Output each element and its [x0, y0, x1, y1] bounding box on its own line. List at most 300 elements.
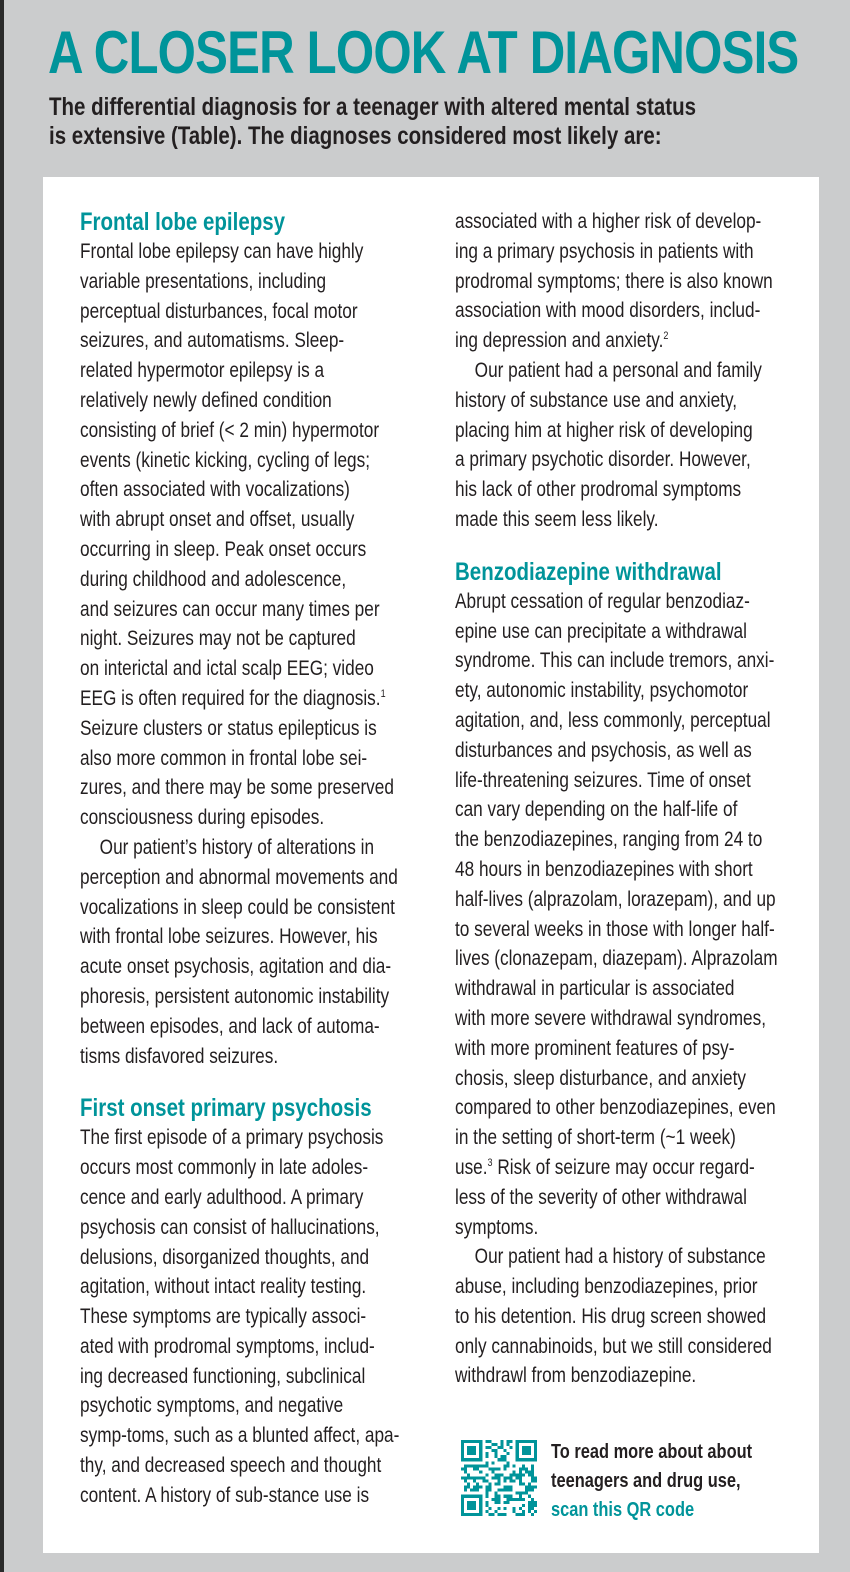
text-line-content: Our patient had a history of substance: [474, 1245, 766, 1269]
text-line-content: consciousness during episodes.: [80, 806, 325, 830]
qr-module: [504, 1501, 507, 1504]
qr-code-icon[interactable]: [461, 1440, 537, 1516]
text-line: [455, 386, 799, 416]
qr-module: [485, 1504, 488, 1507]
qr-module: [497, 1507, 500, 1510]
text-line: [80, 773, 424, 803]
text-line: [80, 893, 424, 923]
text-line-content: prodromal symptoms; there is also known: [455, 269, 773, 293]
text-line: [455, 855, 799, 885]
qr-module: [488, 1489, 491, 1492]
text-line-content: also more common in frontal lobe sei-: [80, 746, 368, 770]
qr-module: [501, 1458, 504, 1461]
text-line: [80, 565, 424, 595]
qr-module: [491, 1498, 494, 1501]
qr-module: [531, 1486, 534, 1489]
text-line: [455, 475, 799, 505]
qr-module: [464, 1470, 467, 1473]
qr-module: [473, 1476, 476, 1479]
qr-module: [491, 1461, 494, 1464]
text-line-content: The first episode of a primary psychosis: [80, 1126, 384, 1150]
qr-module: [510, 1480, 513, 1483]
text-line-content: the benzodiazepines, ranging from 24 to: [455, 828, 763, 852]
qr-module: [510, 1476, 513, 1479]
frontal-lobe-paragraph-1: [80, 237, 424, 833]
text-line-content: agitation, and, less commonly, perceptual: [455, 708, 771, 732]
qr-module: [516, 1513, 519, 1516]
page-title: A CLOSER LOOK AT DIAGNOSIS: [48, 19, 799, 86]
qr-module: [531, 1489, 534, 1492]
qr-module: [519, 1467, 522, 1470]
text-line-content: zures, and there may be some preserved: [80, 776, 394, 800]
text-line-content: ing a primary psychosis in patients with: [455, 239, 754, 263]
qr-module: [476, 1486, 479, 1489]
qr-module: [522, 1446, 531, 1455]
text-line-content: associated with a higher risk of develop-: [455, 210, 762, 233]
text-line-content: lives (clonazepam, diazepam). Alprazolam: [455, 947, 778, 971]
qr-module: [522, 1464, 525, 1467]
text-line-content: occurs most commonly in late adoles-: [80, 1156, 369, 1180]
text-line: [80, 863, 424, 893]
page-left-edge: [0, 0, 4, 1572]
qr-scan-link[interactable]: scan this QR code: [551, 1499, 695, 1521]
qr-module: [485, 1473, 488, 1476]
text-line: [80, 1451, 424, 1481]
qr-module: [519, 1513, 522, 1516]
text-line: [455, 825, 799, 855]
text-line: [80, 1123, 424, 1153]
qr-module: [467, 1501, 476, 1510]
qr-module: [510, 1446, 513, 1449]
qr-callout-line: teenagers and drug use,: [551, 1470, 741, 1492]
qr-module: [507, 1476, 510, 1479]
text-line: [455, 1213, 799, 1243]
text-line: [80, 1213, 424, 1243]
text-line: [80, 1302, 424, 1332]
qr-module: [504, 1467, 507, 1470]
text-line-content: psychotic symptoms, and negative: [80, 1394, 344, 1418]
qr-module: [470, 1464, 473, 1467]
reference-superscript: 2: [663, 330, 669, 343]
qr-module: [522, 1498, 525, 1501]
qr-module: [513, 1510, 516, 1513]
qr-module: [525, 1486, 528, 1489]
text-line: [455, 1272, 799, 1302]
qr-module: [534, 1504, 537, 1507]
qr-module: [488, 1483, 491, 1486]
qr-module: [534, 1510, 537, 1513]
text-line: [80, 684, 424, 714]
text-line: [455, 617, 799, 647]
qr-module: [519, 1495, 522, 1498]
qr-module: [513, 1464, 516, 1467]
benzodiazepine-paragraph-1: [455, 587, 799, 1243]
qr-module: [485, 1446, 488, 1449]
text-line: [80, 1243, 424, 1273]
qr-module: [497, 1483, 500, 1486]
text-line-content: between episodes, and lack of automa-: [80, 1014, 380, 1038]
qr-module: [516, 1492, 519, 1495]
text-line: [455, 1183, 799, 1213]
qr-module: [504, 1513, 507, 1516]
qr-module: [467, 1483, 470, 1486]
qr-module: [519, 1480, 522, 1483]
qr-module: [516, 1473, 519, 1476]
text-line-content: Frontal lobe epilepsy can have highly: [80, 240, 364, 263]
qr-module: [464, 1476, 467, 1479]
qr-module: [476, 1476, 479, 1479]
qr-module: [504, 1455, 507, 1458]
text-line-content: his lack of other prodromal symptoms: [455, 478, 742, 502]
text-line-content: delusions, disorganized thoughts, and: [80, 1245, 370, 1269]
qr-module: [476, 1483, 479, 1486]
text-line-content: association with mood disorders, includ-: [455, 299, 761, 323]
text-line: [455, 1093, 799, 1123]
qr-module: [510, 1486, 513, 1489]
qr-module: [531, 1498, 534, 1501]
text-line-content: to his detention. His drug screen showed: [455, 1304, 767, 1328]
qr-module: [531, 1513, 534, 1516]
text-line-content: ated with prodromal symptoms, includ-: [80, 1334, 375, 1358]
text-line-content: Seizure clusters or status epilepticus is: [80, 716, 377, 740]
qr-module: [497, 1476, 500, 1479]
text-line-content: epine use can precipitate a withdrawal: [455, 619, 747, 643]
text-line-content: abuse, including benzodiazepines, prior: [455, 1275, 758, 1299]
qr-module: [528, 1501, 531, 1504]
text-line-content: Our patient’s history of alterations in: [99, 835, 375, 859]
qr-callout-text: [551, 1438, 752, 1525]
qr-module: [485, 1486, 488, 1489]
qr-module: [534, 1480, 537, 1483]
qr-module: [516, 1498, 519, 1501]
text-line-content: with more prominent features of psy-: [455, 1036, 735, 1060]
text-line: [455, 736, 799, 766]
text-line-content: withdrawal in particular is associated: [455, 977, 735, 1001]
qr-module: [464, 1480, 467, 1483]
qr-module: [534, 1486, 537, 1489]
text-line: [80, 982, 424, 1012]
text-line: [80, 1153, 424, 1183]
text-line-content: perceptual disturbances, focal motor: [80, 299, 358, 323]
qr-module: [488, 1446, 491, 1449]
text-line: [455, 296, 799, 326]
text-line-content: consisting of brief (< 2 min) hypermotor: [80, 418, 380, 442]
psychosis-paragraph-1: [80, 1123, 424, 1510]
qr-module: [482, 1480, 485, 1483]
qr-module: [522, 1467, 525, 1470]
qr-module: [519, 1507, 522, 1510]
text-line-content: ing decreased functioning, subclinical: [80, 1364, 366, 1388]
text-line: [80, 386, 424, 416]
qr-module: [513, 1498, 516, 1501]
text-line-content: These symptoms are typically associ-: [80, 1305, 367, 1329]
qr-module: [473, 1467, 476, 1470]
qr-module: [494, 1495, 497, 1498]
qr-module: [497, 1513, 500, 1516]
qr-module: [491, 1470, 494, 1473]
frontal-lobe-paragraph-2: [80, 833, 424, 1071]
qr-module: [501, 1440, 504, 1443]
text-line: [80, 475, 424, 505]
text-line: [80, 1183, 424, 1213]
text-line-content: psychosis can consist of hallucinations,: [80, 1215, 380, 1239]
qr-module: [485, 1501, 488, 1504]
qr-module: [519, 1483, 522, 1486]
text-line: [455, 766, 799, 796]
qr-module: [473, 1486, 476, 1489]
qr-callout[interactable]: [461, 1438, 821, 1521]
text-line-content: during childhood and adolescence,: [80, 567, 347, 591]
qr-module: [507, 1486, 510, 1489]
text-line: [455, 676, 799, 706]
qr-module: [485, 1464, 488, 1467]
qr-module: [497, 1446, 500, 1449]
qr-module: [491, 1513, 494, 1516]
text-line: [455, 1153, 799, 1183]
text-line-content: withdrawl from benzodiazepine.: [455, 1364, 697, 1388]
text-line: [80, 237, 424, 267]
qr-module: [510, 1495, 513, 1498]
text-line: [80, 595, 424, 625]
text-line: [80, 1332, 424, 1362]
reference-superscript: 1: [380, 687, 386, 700]
qr-module: [501, 1489, 504, 1492]
text-line-content: ing depression and anxiety.: [455, 329, 664, 353]
text-line-content: EEG is often required for the diagnosis.: [80, 686, 381, 710]
qr-module: [461, 1467, 464, 1470]
qr-module: [501, 1455, 504, 1458]
text-line-content: to several weeks in those with longer half-: [455, 917, 775, 941]
qr-module: [525, 1489, 528, 1492]
qr-module: [531, 1467, 534, 1470]
qr-module: [531, 1480, 534, 1483]
qr-module: [494, 1443, 497, 1446]
qr-module: [494, 1473, 497, 1476]
qr-module: [504, 1507, 507, 1510]
text-line: [455, 237, 799, 267]
qr-module: [531, 1501, 534, 1504]
qr-module: [501, 1443, 504, 1446]
text-line-content: cence and early adulthood. A primary: [80, 1185, 364, 1209]
qr-module: [464, 1464, 467, 1467]
qr-module: [488, 1440, 491, 1443]
qr-module: [494, 1467, 497, 1470]
text-line: [455, 915, 799, 945]
text-line: [80, 1421, 424, 1451]
text-line: [80, 803, 424, 833]
qr-module: [501, 1473, 504, 1476]
text-line-content: history of substance use and anxiety,: [455, 388, 738, 412]
qr-module: [497, 1458, 500, 1461]
qr-module: [485, 1492, 488, 1495]
qr-module: [504, 1458, 507, 1461]
qr-module: [504, 1476, 507, 1479]
text-line: [455, 267, 799, 297]
text-line-content: symptoms.: [455, 1215, 539, 1239]
text-line-content: ety, autonomic instability, psychomotor: [455, 679, 749, 703]
text-line: [455, 445, 799, 475]
qr-module: [494, 1501, 497, 1504]
text-line-content: and seizures can occur many times per: [80, 597, 380, 621]
text-line: [455, 1034, 799, 1064]
text-line: [80, 356, 424, 386]
text-line-content: with abrupt onset and offset, usually: [80, 508, 355, 532]
qr-module: [497, 1501, 500, 1504]
text-line-content: tisms disfavored seizures.: [80, 1044, 279, 1068]
qr-module: [510, 1498, 513, 1501]
text-line-content: night. Seizures may not be captured: [80, 627, 356, 651]
text-line-content: half-lives (alprazolam, lorazepam), and up: [455, 887, 776, 911]
text-line-content: relatively newly defined condition: [80, 388, 332, 412]
section-heading-benzodiazepine-withdrawal: Benzodiazepine withdrawal: [455, 557, 722, 586]
text-line: [455, 974, 799, 1004]
qr-module: [507, 1461, 510, 1464]
qr-module: [531, 1464, 534, 1467]
text-line-content: made this seem less likely.: [455, 507, 659, 531]
text-line: [455, 1302, 799, 1332]
text-line-content: with frontal lobe seizures. However, his: [80, 925, 378, 949]
qr-module: [497, 1489, 500, 1492]
text-line-content: compared to other benzodiazepines, even: [455, 1096, 776, 1120]
qr-module: [476, 1467, 479, 1470]
qr-module: [467, 1464, 470, 1467]
qr-module: [531, 1473, 534, 1476]
text-line-content: placing him at higher risk of developing: [455, 418, 753, 442]
qr-module: [525, 1470, 528, 1473]
qr-module: [494, 1449, 497, 1452]
qr-module: [528, 1486, 531, 1489]
text-line-content: syndrome. This can include tremors, anxi-: [455, 649, 775, 673]
qr-module: [528, 1470, 531, 1473]
text-line: [80, 267, 424, 297]
text-line: [80, 624, 424, 654]
text-line: [80, 833, 424, 863]
text-line: [80, 1272, 424, 1302]
text-line: [455, 356, 799, 386]
qr-module: [488, 1467, 491, 1470]
qr-module: [522, 1504, 525, 1507]
qr-module: [491, 1467, 494, 1470]
qr-module: [491, 1476, 494, 1479]
qr-module: [519, 1470, 522, 1473]
text-line: [80, 1362, 424, 1392]
qr-module: [531, 1507, 534, 1510]
text-line-content: Abrupt cessation of regular benzodiaz-: [455, 589, 750, 613]
text-line: [80, 1391, 424, 1421]
text-line-content: variable presentations, including: [80, 269, 327, 293]
qr-module: [507, 1501, 510, 1504]
qr-module: [479, 1476, 482, 1479]
qr-module: [497, 1467, 500, 1470]
text-line-content: seizures, and automatisms. Sleep-: [80, 329, 345, 353]
text-line: [80, 505, 424, 535]
qr-module: [488, 1513, 491, 1516]
qr-module: [464, 1489, 467, 1492]
section-heading-frontal-lobe-epilepsy: Frontal lobe epilepsy: [80, 208, 286, 236]
qr-module: [464, 1467, 467, 1470]
qr-module: [516, 1476, 519, 1479]
qr-module: [528, 1510, 531, 1513]
qr-module: [497, 1480, 500, 1483]
qr-module: [473, 1480, 476, 1483]
qr-module: [534, 1501, 537, 1504]
content-panel: [43, 177, 819, 1553]
qr-module: [494, 1483, 497, 1486]
text-line-content: Our patient had a personal and family: [474, 358, 762, 382]
qr-module: [491, 1449, 494, 1452]
qr-module: [531, 1504, 534, 1507]
qr-module: [528, 1473, 531, 1476]
qr-module: [522, 1492, 525, 1495]
right-column: [455, 207, 850, 1391]
qr-module: [488, 1486, 491, 1489]
qr-module: [464, 1486, 467, 1489]
text-line-content: a primary psychotic disorder. However,: [455, 448, 751, 472]
qr-module: [528, 1489, 531, 1492]
text-line-content: disturbances and psychosis, as well as: [455, 738, 752, 762]
qr-module: [470, 1476, 473, 1479]
qr-module: [513, 1507, 516, 1510]
qr-module: [507, 1489, 510, 1492]
qr-module: [494, 1510, 497, 1513]
qr-module: [476, 1489, 479, 1492]
qr-module: [510, 1489, 513, 1492]
qr-module: [494, 1492, 497, 1495]
qr-module: [494, 1476, 497, 1479]
qr-module: [504, 1464, 507, 1467]
text-line: [80, 1481, 424, 1511]
qr-module: [528, 1483, 531, 1486]
psychosis-paragraph-2: [455, 356, 799, 535]
text-line-content: can vary depending on the half-life of: [455, 798, 738, 822]
qr-module: [485, 1452, 488, 1455]
text-line: [80, 654, 424, 684]
text-line-content: content. A history of sub-stance use is: [80, 1483, 370, 1507]
text-line-content: occurring in sleep. Peak onset occurs: [80, 537, 367, 561]
qr-module: [485, 1440, 488, 1443]
text-line: [80, 416, 424, 446]
text-line-content: on interictal and ictal scalp EEG; video: [80, 657, 374, 681]
qr-module: [482, 1464, 485, 1467]
qr-module: [507, 1495, 510, 1498]
qr-module: [485, 1455, 488, 1458]
text-line: [80, 744, 424, 774]
qr-module: [473, 1489, 476, 1492]
qr-module: [494, 1498, 497, 1501]
qr-module: [510, 1440, 513, 1443]
qr-module: [519, 1492, 522, 1495]
text-line: [455, 1064, 799, 1094]
text-line: [80, 1012, 424, 1042]
qr-module: [504, 1480, 507, 1483]
qr-module: [501, 1513, 504, 1516]
qr-module: [461, 1476, 464, 1479]
left-column: [80, 207, 500, 1511]
text-line: [80, 297, 424, 327]
text-line: [455, 1123, 799, 1153]
text-line-content: in the setting of short-term (~1 week): [455, 1126, 736, 1150]
text-line-content: agitation, without intact reality testing.: [80, 1275, 367, 1299]
text-line: [455, 885, 799, 915]
qr-module: [501, 1446, 504, 1449]
qr-module: [497, 1498, 500, 1501]
qr-module: [507, 1440, 510, 1443]
text-line: [455, 1361, 799, 1391]
text-line: [455, 1004, 799, 1034]
text-line: [455, 1242, 799, 1272]
qr-module: [513, 1470, 516, 1473]
text-line: [80, 714, 424, 744]
